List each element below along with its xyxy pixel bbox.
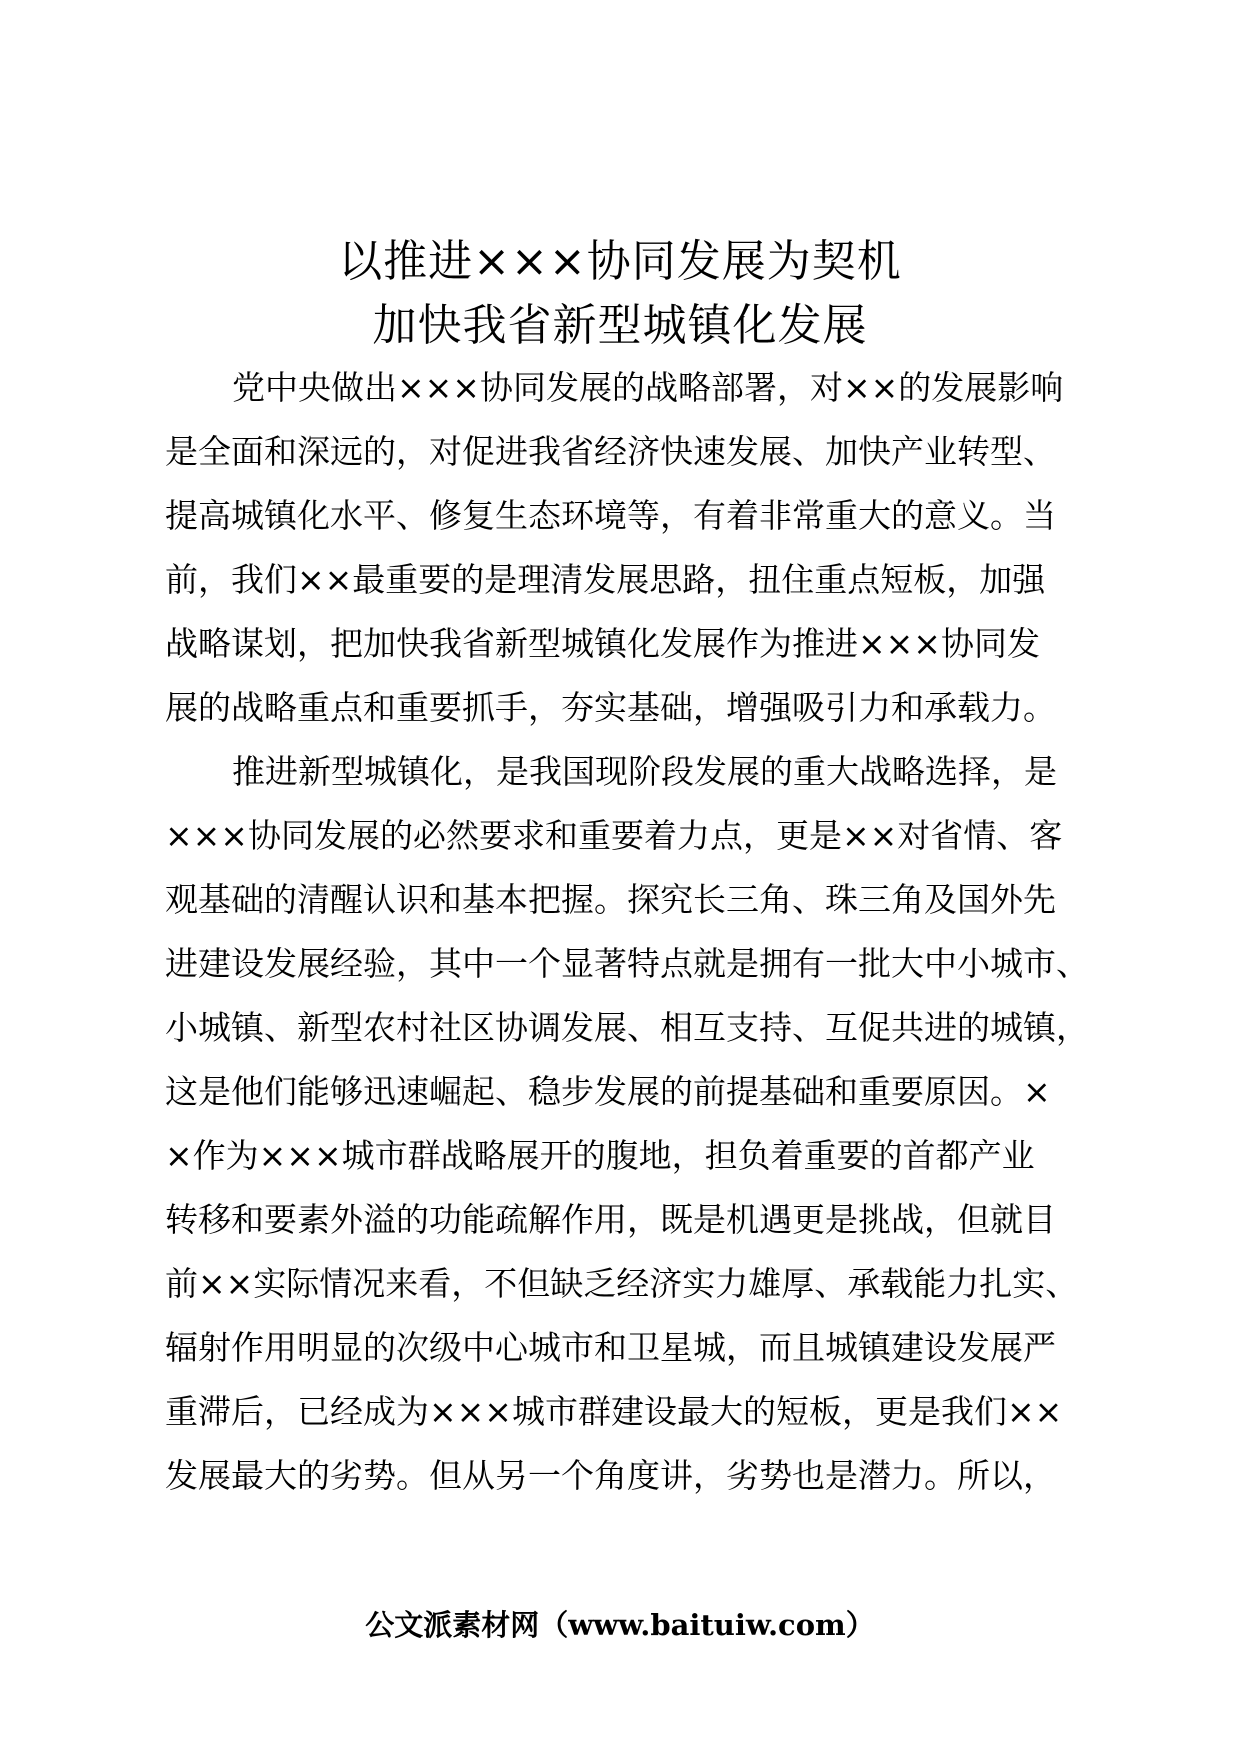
paragraph-2-line-4: 进建设发展经验，其中一个显著特点就是拥有一批大中小城市、	[165, 944, 1089, 983]
paragraph-2-line-6: 这是他们能够迅速崛起、稳步发展的前提基础和重要原因。×	[165, 1072, 1051, 1111]
paragraph-2-line-12: 发展最大的劣势。但从另一个角度讲，劣势也是潜力。所以，	[165, 1456, 1056, 1495]
paragraph-1-line-5: 战略谋划，把加快我省新型城镇化发展作为推进×××协同发	[165, 624, 1040, 663]
paragraph-2-line-8: 转移和要素外溢的功能疏解作用，既是机遇更是挑战，但就目	[165, 1200, 1056, 1239]
footer-watermark: 公文派素材网（www.baituiw.com）	[365, 1608, 875, 1642]
paragraph-1-line-2: 是全面和深远的，对促进我省经济快速发展、加快产业转型、	[165, 432, 1056, 471]
document-title-line-1: 以推进×××协同发展为契机	[338, 236, 902, 287]
paragraph-1-line-6: 展的战略重点和重要抓手，夯实基础，增强吸引力和承载力。	[165, 688, 1056, 727]
document-title-line-2: 加快我省新型城镇化发展	[372, 300, 868, 351]
paragraph-1-line-4: 前，我们××最重要的是理清发展思路，扭住重点短板，加强	[165, 560, 1046, 599]
paragraph-2-line-9: 前××实际情况来看，不但缺乏经济实力雄厚、承载能力扎实、	[165, 1264, 1079, 1303]
paragraph-2-line-2: ×××协同发展的必然要求和重要着力点，更是××对省情、客	[165, 816, 1063, 855]
paragraph-2-line-7: ×作为×××城市群战略展开的腹地，担负着重要的首都产业	[165, 1136, 1035, 1175]
paragraph-2-line-3: 观基础的清醒认识和基本把握。探究长三角、珠三角及国外先	[165, 880, 1056, 919]
paragraph-1-line-1: 党中央做出×××协同发展的战略部署，对××的发展影响	[232, 368, 1064, 407]
paragraph-2-line-10: 辐射作用明显的次级中心城市和卫星城，而且城镇建设发展严	[165, 1328, 1056, 1367]
paragraph-2-line-11: 重滞后，已经成为×××城市群建设最大的短板，更是我们××	[165, 1392, 1063, 1431]
paragraph-2-line-5: 小城镇、新型农村社区协调发展、相互支持、互促共进的城镇，	[165, 1008, 1089, 1047]
paragraph-1-line-3: 提高城镇化水平、修复生态环境等，有着非常重大的意义。当	[165, 496, 1056, 535]
paragraph-2-line-1: 推进新型城镇化，是我国现阶段发展的重大战略选择，是	[232, 752, 1057, 791]
